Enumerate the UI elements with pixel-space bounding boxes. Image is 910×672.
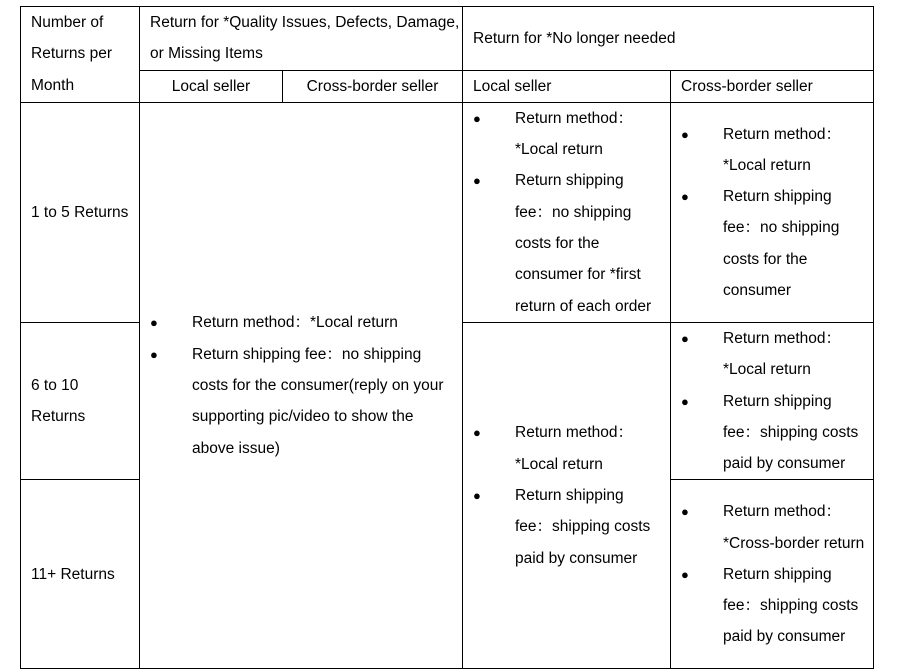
header-not-needed-group: Return for *No longer needed xyxy=(463,7,874,71)
row-label-11-plus: 11+ Returns xyxy=(21,480,140,669)
list-item: ● Return shipping fee：no shipping costs for the consumer(reply on your supporting pic/video to show the above issue) xyxy=(140,339,462,464)
list-item: ● Return method：*Local return xyxy=(671,119,873,182)
list-item: ● Return shipping fee：shipping costs paid by consumer xyxy=(671,559,873,653)
not-needed-local-1-to-5-cell xyxy=(463,102,671,322)
list-item: ● Return method：*Local return xyxy=(140,307,462,338)
row-label-1-to-5: 1 to 5 Returns xyxy=(21,102,140,322)
header-quality-local-seller: Local seller xyxy=(140,70,283,102)
list-item: ● Return method：*Cross-border return xyxy=(671,496,873,559)
header-row-2 xyxy=(21,70,874,102)
list-item: ● Return shipping fee：shipping costs paid by consumer xyxy=(463,480,670,574)
not-needed-cross-6-to-10-cell xyxy=(671,322,874,479)
table-row xyxy=(21,102,874,322)
row-label-6-to-10: 6 to 10 Returns xyxy=(21,322,140,479)
header-not-needed-cross-border-seller: Cross-border seller xyxy=(671,70,874,102)
list-item: ● Return method：*Local return xyxy=(463,103,670,166)
list-item: ● Return shipping fee：no shipping costs for the consumer xyxy=(671,181,873,306)
header-row-1 xyxy=(21,7,874,71)
return-policy-table xyxy=(20,6,874,669)
quality-policy-cell xyxy=(140,102,463,669)
not-needed-cross-11-plus-cell xyxy=(671,480,874,669)
list-item: ● Return method：*Local return xyxy=(671,323,873,386)
header-quality-group: Return for *Quality Issues, Defects, Damage, or Missing Items xyxy=(140,7,463,71)
list-item: ● Return method：*Local return xyxy=(463,417,670,480)
not-needed-local-6-plus-cell xyxy=(463,322,671,668)
not-needed-cross-1-to-5-cell xyxy=(671,102,874,322)
list-item: ● Return shipping fee：shipping costs paid by consumer xyxy=(671,386,873,480)
header-returns-per-month: Number of Returns per Month xyxy=(21,7,140,103)
header-quality-cross-border-seller: Cross-border seller xyxy=(283,70,463,102)
list-item: ● Return shipping fee：no shipping costs for the consumer for *first return of each order xyxy=(463,165,670,321)
header-not-needed-local-seller: Local seller xyxy=(463,70,671,102)
